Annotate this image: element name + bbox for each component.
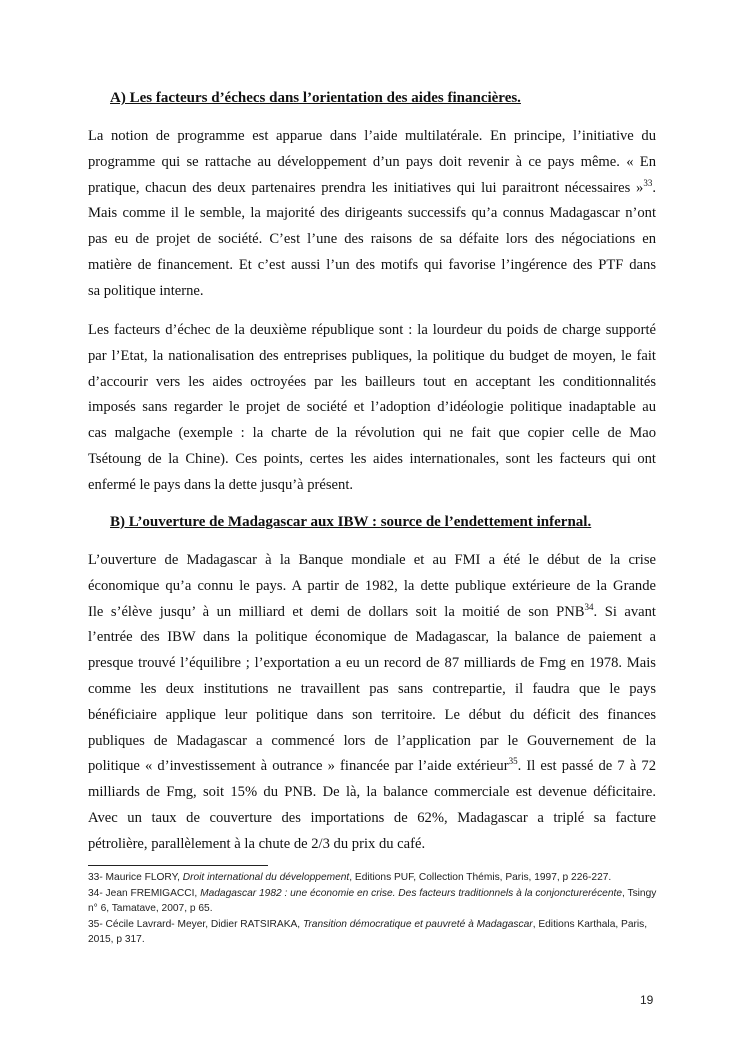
text-line: par l’Etat, la nationalisation des entreprises publiques, la politique du budget de moyen, le fait bbox=[88, 347, 656, 364]
footnote-ref-35[interactable]: 35 bbox=[508, 756, 518, 767]
text-line: imposés sans regarder le projet de société et l’adoption d’idéologie politique inadaptable au bbox=[88, 399, 656, 416]
footnote-35 bbox=[88, 917, 658, 947]
text-line: La notion de programme est apparue dans l’aide multilatérale. En principe, l’initiative du bbox=[88, 128, 656, 144]
footnote-ref-33[interactable]: 33 bbox=[643, 177, 653, 188]
footnote-rest: , Tsingy n° 6, Tamatave, 2007, p 65. bbox=[88, 888, 657, 914]
text-line: l’entrée des IBW dans la politique économique de Madagascar, la balance de paiement a bbox=[88, 629, 656, 646]
text-line bbox=[88, 754, 656, 780]
text-line: pas eu de projet de société. C’est l’une des raisons de sa défaite lors des négociations en bbox=[88, 231, 656, 248]
footnote-rest: , Editions Karthala, Paris, 2015, p 317. bbox=[88, 919, 648, 945]
footnote-33 bbox=[88, 870, 658, 885]
text-line: pétrolière, parallèlement à la chute de 2/3 du prix du café. bbox=[88, 835, 426, 852]
footnote-title: Droit international du développement bbox=[182, 872, 350, 883]
text-line: Tsétoung de la Chine). Ces points, certes les aides internationales, sont les facteurs qui ont bbox=[88, 450, 656, 467]
text-segment: . bbox=[652, 179, 656, 196]
section-a-heading: A) Les facteurs d’échecs dans l’orientation des aides financières. bbox=[110, 90, 521, 106]
footnote-prefix: 35- Cécile Lavrard- Meyer, Didier RATSIRAKA, bbox=[88, 919, 303, 930]
text-line: milliards de Fmg, soit 15% du PNB. De là, la balance commerciale est devenue déficitaire. bbox=[88, 784, 656, 801]
text-line bbox=[88, 176, 656, 202]
text-line: économique qu’a connu le pays. A partir de 1982, la dette publique extérieure de la Grande bbox=[88, 577, 656, 594]
text-segment: Ile s’élève jusqu’ à un milliard et demi de dollars soit la moitié de son PNB bbox=[88, 603, 585, 620]
footnote-34 bbox=[88, 886, 658, 916]
footnote-title: Madagascar 1982 : une économie en crise. Des facteurs traditionnels à la conjoncturerécente bbox=[200, 888, 622, 899]
footnote-rest: , Editions PUF, Collection Thémis, Paris, 1997, p 226-227. bbox=[349, 872, 612, 883]
text-line: Les facteurs d’échec de la deuxième république sont : la lourdeur du poids de charge supporté bbox=[88, 322, 656, 338]
footnotes bbox=[88, 870, 658, 948]
text-line: bénéficiaire applique leur politique dans son territoire. Le début du déficit des finances bbox=[88, 706, 656, 723]
text-segment: . Il est passé de 7 à 72 bbox=[517, 758, 656, 775]
text-line: sa politique interne. bbox=[88, 282, 204, 299]
text-line: comme les deux institutions ne travaillent pas sans contrepartie, il faudra que le pays bbox=[88, 680, 656, 697]
text-line bbox=[88, 600, 656, 626]
text-segment: pratique, chacun des deux partenaires prendra les initiatives qui lui paraitront nécessaires » bbox=[88, 179, 644, 196]
section-b-paragraph bbox=[88, 548, 656, 858]
footnote-prefix: 34- Jean FREMIGACCI, bbox=[88, 888, 201, 899]
footnote-divider bbox=[88, 865, 268, 866]
section-b-heading: B) L’ouverture de Madagascar aux IBW : source de l’endettement infernal. bbox=[110, 514, 592, 530]
text-segment: politique « d’investissement à outrance » financée par l’aide extérieur bbox=[88, 758, 509, 775]
text-line: Avec un taux de couverture des importations de 62%, Madagascar a triplé sa facture bbox=[88, 809, 656, 826]
text-line: programme qui se rattache au développement d’un pays doit revenir à ce pays même. « En bbox=[88, 153, 656, 170]
text-line: L’ouverture de Madagascar à la Banque mondiale et au FMI a été le début de la crise bbox=[88, 552, 656, 568]
section-a-paragraph-1 bbox=[88, 124, 656, 305]
text-line: matière de financement. Et c’est aussi l’un des motifs qui favorise l’ingérence des PTF dans bbox=[88, 256, 656, 273]
text-line: presque trouvé l’équilibre ; l’exportation a eu un record de 87 milliards de Fmg en 1978. Mais bbox=[88, 655, 656, 672]
footnote-ref-34[interactable]: 34 bbox=[584, 601, 594, 612]
text-line: Mais comme il le semble, la majorité des dirigeants successifs qu’a connus Madagascar n’ont bbox=[88, 205, 656, 222]
text-line: publiques de Madagascar a commencé lors de l’application par le Gouvernement de la bbox=[88, 732, 656, 749]
footnote-title: Transition démocratique et pauvreté à Madagascar bbox=[302, 919, 533, 930]
page-number: 19 bbox=[640, 993, 654, 1007]
text-line: d’accourir vers les aides octroyées par les bailleurs tout en acceptant les conditionnalités bbox=[88, 373, 656, 390]
section-a-paragraph-2 bbox=[88, 318, 656, 499]
text-line: enfermé le pays dans la dette jusqu’à présent. bbox=[88, 476, 354, 493]
text-line: cas malgache (exemple : la charte de la révolution qui ne fait que copier celle de Mao bbox=[88, 425, 656, 442]
footnote-prefix: 33- Maurice FLORY, bbox=[88, 872, 183, 883]
text-segment: . Si avant bbox=[593, 603, 656, 620]
